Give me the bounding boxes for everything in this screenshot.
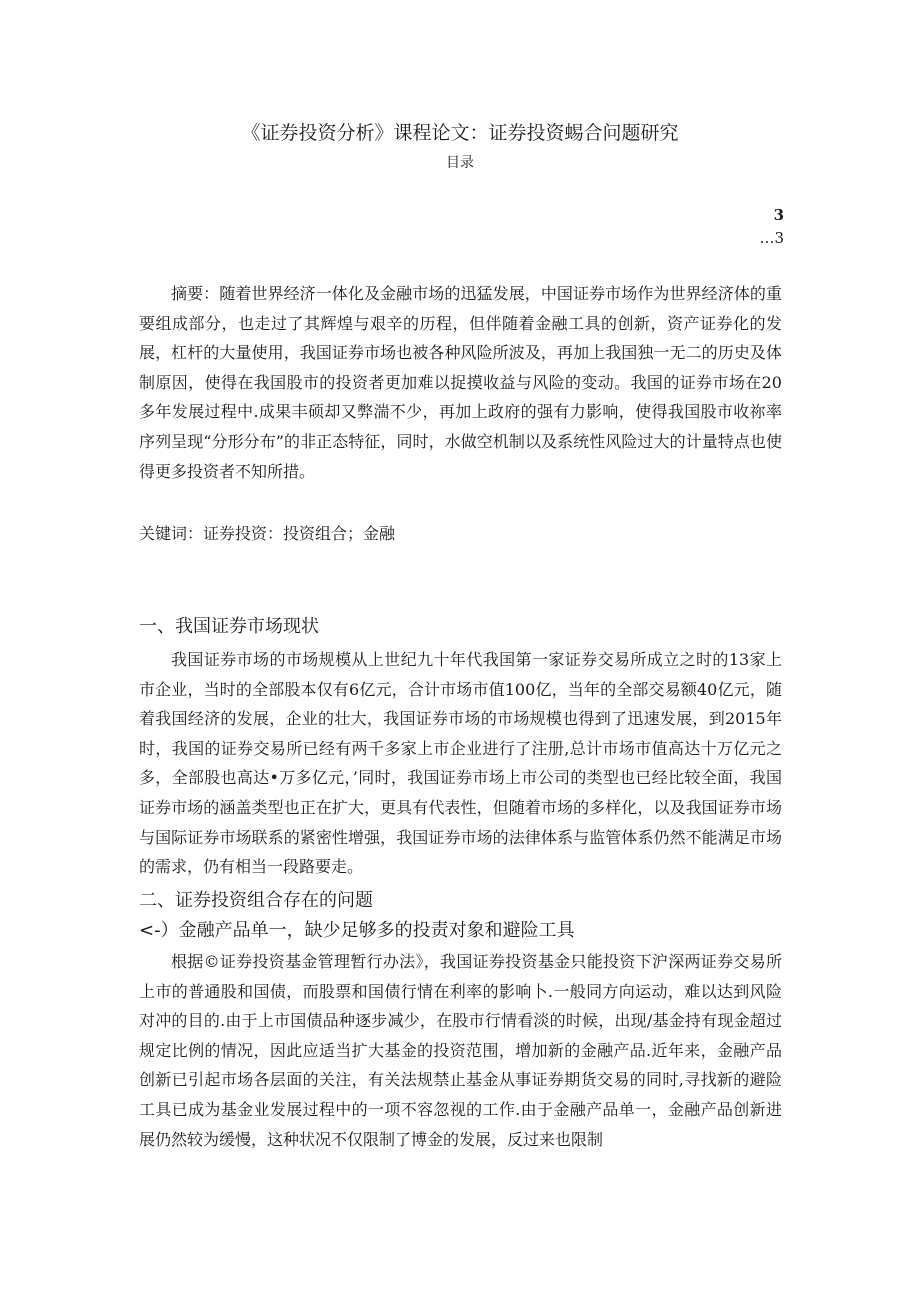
abstract-paragraph: 摘要：随着世界经济一体化及金融市场的迅猛发展，中国证券市场作为世界经济体的重要组成部分，也走过了其辉煌与艰辛的历程，但伴随着金融工具的创新，资产证券化的发展，杠杆的大量使用，我国证券市场也被各种风险所波及，再加上我国独一无二的历史及体制原因，使得在我国股市的投资者更加难以捉摸收益与风险的变动。我国的证券市场在20多年发展过程中.成果丰硕却又弊湍不少，再加上政府的强有力影响，使得我国股市收祢率序列呈现“分形分布”的非正态特征，同时，水做空机制以及系统性风险过大的计量特点也使得更多投资者不知所措。 (139, 284, 782, 481)
section-1-paragraph: 我国证券市场的市场规模从上世纪九十年代我国第一家证券交易所成立之时的13家上市企业，当时的全部股本仅有6亿元，合计市场市值100亿，当年的全部交易额40亿元，随着我国经济的发展，企业的壮大，我国证券市场的市场规模也得到了迅速发展，到2015年时，我国的证券交易所已经有两千多家上市企业进行了注册,总计市场市值高达十万亿元之多，全部股也高达•万多亿元，’同时，我国证券市场上市公司的类型也已经比较全面，我国证券市场的涵盖类型也正在扩大，更具有代表性，但随着市场的多样化，以及我国证券市场与国际证券市场联系的紧密性增强，我国证券市场的法律体系与监管体系仍然不能满足市场的需求，仍有相当一段路要走。 (139, 650, 782, 877)
toc-label: 目录 (446, 155, 474, 171)
section-heading-2: 二、证券投资组合存在的问题 (139, 890, 373, 911)
keywords-line: 关键词：证券投资：投资组合；金融 (139, 524, 396, 543)
toc-page-number-dotted: …3 (759, 229, 784, 247)
subsection-heading-1: <-）金融产品单一，缺少足够多的投责对象和避险工具 (139, 920, 575, 941)
toc-page-number: 3 (773, 206, 784, 224)
document-title: 《证券投资分析》课程论文：证券投资蜴合问题研究 (241, 122, 679, 144)
subsection-1-paragraph: 根据©证券投资基金管理暂行办法》，我国证券投资基金只能投资下沪深两证券交易所上市的普通股和国债，而股票和国债行情在利率的影响卜.一般同方向运动，难以达到风险对冲的目的.由于上市国债品种逐步减少，在股市行情看淡的时候，出现/基金持有现金超过规定比例的情况，因此应适当扩大基金的投资范围，增加新的金融产品.近年来，金融产品创新已引起市场各层面的关注，有关法规禁止基金从事证券期货交易的同时,寻找新的避险工具已成为基金业发展过程中的一项不容忽视的工作.由于金融产品单一，金融产品创新进展仍然较为缓慢，这种状况不仅限制了博金的发展，反过来也限制 (139, 952, 782, 1149)
section-heading-1: 一、我国证券市场现状 (139, 616, 319, 637)
